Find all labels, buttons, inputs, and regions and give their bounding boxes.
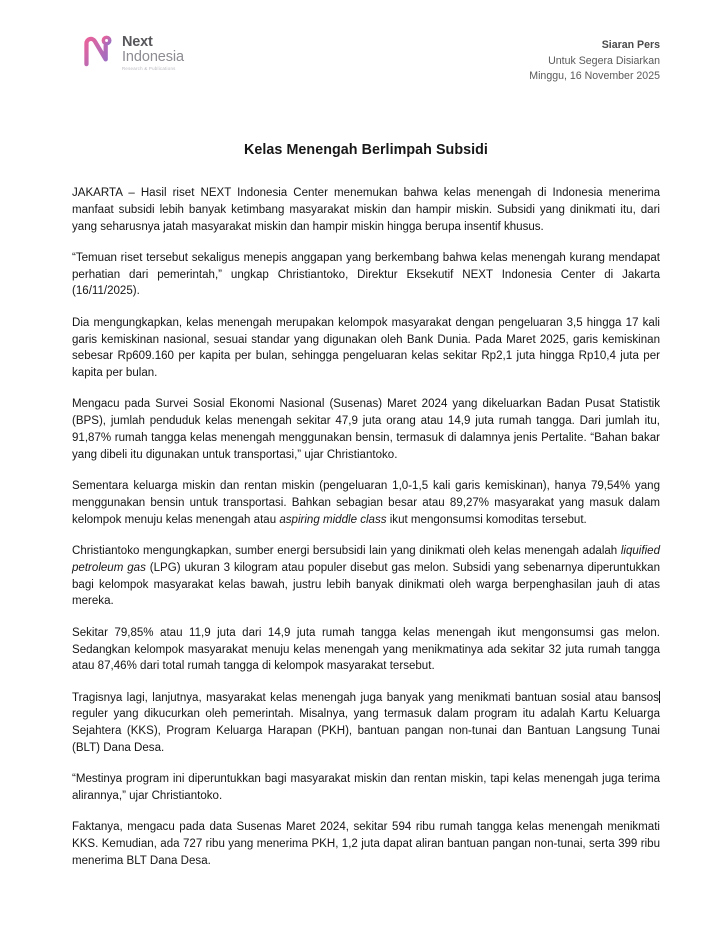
logo-n-mark-icon — [82, 34, 115, 68]
paragraph-poor-households-fuel — [72, 478, 660, 528]
p6-text-b: (LPG) ukuran 3 kilogram atau populer disebut gas melon. Subsidi yang sebenarnya diperuntukkan bagi kelompok masyarakat kelas bawah, justru lebih banyak dinikmati oleh warga berpenghasilan jauh di atas mereka. — [72, 561, 661, 608]
paragraph-closing-quote: “Mestinya program ini diperuntukkan bagi masyarakat miskin dan rentan miskin, tapi kelas menengah juga terima alirannya,” ujar Christiantoko. — [72, 773, 660, 803]
document-body[interactable] — [72, 185, 660, 870]
paragraph-middle-class-definition: Dia mengungkapkan, kelas menengah merupakan kelompok masyarakat dengan pengeluaran 3,5 hingga 17 kali garis kemiskinan nasional, sesuai standar yang digunakan oleh Bank Dunia. Pada Maret 2025, garis kemiskinan sebesar Rp609.160 per kapita per bulan, sehingga pengeluaran kelas sekitar Rp2,1 juta hingga Rp10,4 juta per kapita per bulan. — [72, 316, 660, 380]
text-cursor-caret — [659, 691, 660, 703]
page-title: Kelas Menengah Berlimpah Subsidi — [244, 142, 488, 158]
p8-text-b: reguler yang dikucurkan oleh pemerintah. Misalnya, yang termasuk dalam program itu adalah Kartu Keluarga Sejahtera (KKS), Program Keluarga Harapan (PKH), bantuan pangan non-tunai dan Bantuan Langsung Tunai (BLT) Dana Desa. — [72, 708, 660, 755]
paragraph-final-figures: Faktanya, mengacu pada data Susenas Maret 2024, sekitar 594 ribu rumah tangga kelas menengah menikmati KKS. Kemudian, ada 727 ribu yang menerima PKH, 1,2 juta dapat aliran bantuan pangan non-tunai, serta 399 ribu menerima BLT Dana Desa. — [72, 821, 660, 867]
p8-text-a: Tragisnya lagi, lanjutnya, masyarakat kelas menengah juga banyak yang menikmati bantuan sosial atau bansos — [72, 691, 659, 704]
logo-tagline: Research & Publications — [122, 66, 176, 71]
document-header — [72, 28, 660, 90]
p5-text-b: ikut mengonsumsi komoditas tersebut. — [386, 513, 587, 526]
logo-line-next: Next — [122, 34, 153, 50]
paragraph-social-assistance — [72, 690, 660, 757]
paragraph-lead: JAKARTA – Hasil riset NEXT Indonesia Center menemukan bahwa kelas menengah di Indonesia menerima manfaat subsidi lebih banyak ketimbang masyarakat miskin dan hampir miskin. Subsidi yang dinikmati itu, dari yang seharusnya jatah masyarakat miskin dan hampir miskin hingga berupa insentif khusus. — [72, 187, 660, 233]
meta-label-siaran-pers: Siaran Pers — [601, 39, 660, 51]
p6-italic-liquified-petroleum-gas: liquified petroleum gas — [72, 545, 660, 574]
logo-wordmark — [122, 34, 184, 71]
meta-date: Minggu, 16 November 2025 — [529, 70, 660, 83]
paragraph-lpg-subsidy — [72, 543, 660, 610]
paragraph-gas-melon-stats: Sekitar 79,85% atau 11,9 juta dari 14,9 juta rumah tangga kelas menengah ikut mengonsumsi gas melon. Sedangkan kelompok masyarakat menuju kelas menengah yang menikmatinya ada sekitar 32 juta rumah tangga atau 87,46% dari total rumah tangga di kelompok masyarakat tersebut. — [72, 626, 660, 673]
p6-text-a: Christiantoko mengungkapkan, sumber energi bersubsidi lain yang dinikmati oleh kelas menengah adalah — [72, 545, 621, 558]
logo-line-indonesia: Indonesia — [122, 48, 184, 65]
paragraph-susenas-data: Mengacu pada Survei Sosial Ekonomi Nasional (Susenas) Maret 2024 yang dikeluarkan Badan Pusat Statistik (BPS), jumlah penduduk kelas menengah sekitar 47,9 juta orang atau 14,9 juta rumah tangga. Dari jumlah itu, 91,87% rumah tangga kelas menengah menggunakan bensin, termasuk di dalamnya jenis Pertalite. “Bahan bakar yang dibeli itu digunakan untuk transportasi,” ujar Christiantoko. — [72, 398, 660, 461]
p5-text-a: Sementara keluarga miskin dan rentan miskin (pengeluaran 1,0-1,5 kali garis kemiskinan), hanya 79,54% yang menggunakan bensin untuk transportasi. Bahkan sebagian besar atau 89,27% masyarakat yang masuk dalam kelompok menuju kelas menengah atau — [72, 480, 660, 526]
paragraph-quote-intro: “Temuan riset tersebut sekaligus menepis anggapan yang berkembang bahwa kelas menengah kurang mendapat perhatian dari pemerintah,” ungkap Christiantoko, Direktur Eksekutif NEXT Indonesia Center di Jakarta (16/11/2025). — [72, 251, 660, 298]
meta-subtitle-release-status: Untuk Segera Disiarkan — [548, 54, 660, 67]
next-indonesia-logo — [72, 28, 184, 71]
p5-italic-aspiring-middle-class: aspiring middle class — [279, 513, 387, 526]
press-release-meta — [529, 28, 660, 85]
